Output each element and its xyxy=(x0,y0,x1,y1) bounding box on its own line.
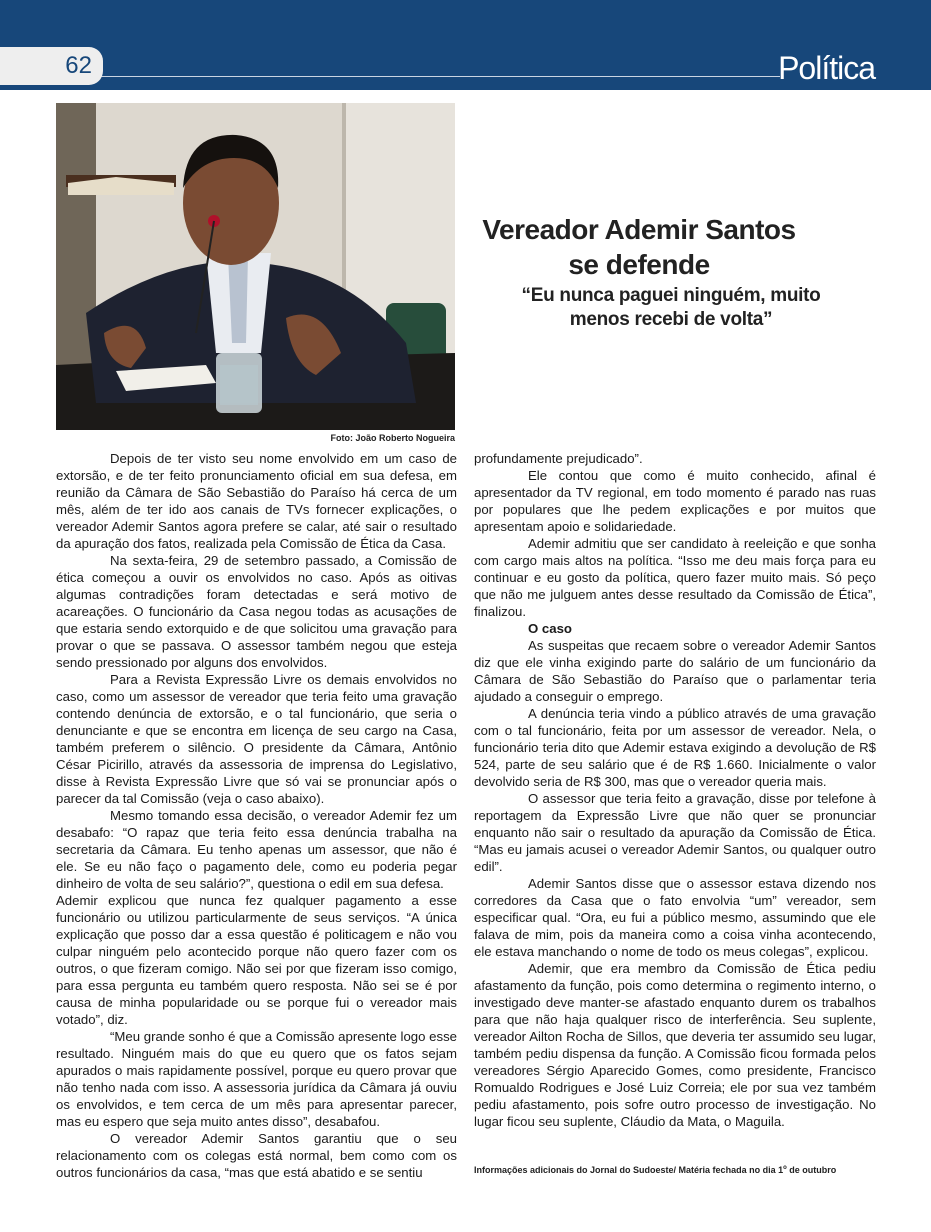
header-rule xyxy=(100,76,780,77)
headline-line-2: se defende xyxy=(568,249,710,280)
subhead-line-2: menos recebi de volta” xyxy=(569,309,773,330)
article-photo xyxy=(56,103,455,430)
paragraph: Ademir, que era membro da Comissão de Ética pediu afastamento da função, pois como determina o regimento interno, o investigado deve manter-se afastado enquanto durem os trabalhos para que não haja qualquer risco de interferência. Seu suplente, vereador Ailton Rocha de Sillos, que deveria ter assumido seu lugar, também pediu dispensa da função. A Comissão ficou formada pelos vereadores Sérgio Aparecido Gomes, como presidente, Francisco Romualdo Rodrigues e José Luiz Correia; ele por sua vez também pediu afastamento, pois sofre outro processo de investigação. No lugar ficou seu suplente, Cláudio da Mata, o Maguila. xyxy=(474,961,876,1129)
page-number: 62 xyxy=(65,52,92,79)
footer-note xyxy=(474,1165,836,1175)
paragraph: O assessor que teria feito a gravação, disse por telefone à reportagem da Expressão Livre que não quer se pronunciar enquanto não sair o resultado da apuração da Comissão de Ética. “Mas eu jamais acusei o vereador Ademir Santos, ou qualquer outro edil”. xyxy=(474,791,876,874)
footer-note-ordinal: o xyxy=(783,1165,787,1171)
paragraph: O vereador Ademir Santos garantiu que o seu relacionamento com os colegas está normal, bem como com os outros funcionários da casa, “mas que está abatido e se sentiu xyxy=(56,1131,457,1180)
paragraph: “Meu grande sonho é que a Comissão apresente logo esse resultado. Ninguém mais do que eu quero que os fatos sejam apurados o mais rapidamente possível, porque eu quero provar que não tenho nada com isso. A assessoria jurídica da Câmara já ouviu os envolvidos, e tem cerca de um mês para apresentar parecer, mas eu espero que seja muito antes disso”, desabafou. xyxy=(56,1029,457,1129)
paragraph: A denúncia teria vindo a público através de uma gravação com o tal funcionário, feita por um assessor de vereador. Nela, o funcionário teria dito que Ademir estava exigindo a devolução de R$ 524, parte de seu salário que é de R$ 1.660. Inicialmente o valor devolvido seria de R$ 300, mas que o vereador queria mais. xyxy=(474,706,876,789)
paragraph: Ademir admitiu que ser candidato à reeleição e que sonha com cargo mais altos na política. “Isso me deu mais força para eu continuar e eu gosto da política, quero fazer muito mais. Só peço que não me julguem antes desse resultado da Comissão de Ética”, finalizou. xyxy=(474,536,876,619)
paragraph: Para a Revista Expressão Livre os demais envolvidos no caso, como um assessor de vereador que teria feito uma gravação contendo denúncia de extorsão, e o tal funcionário, que seria o denunciante e que se encontra em licença de seu cargo na Casa, também preferem o silêncio. O presidente da Câmara, Antônio César Picirillo, através da assessoria de imprensa do Legislativo, disse à Revista Expressão Livre que só vai se pronunciar após o parecer da tal Comissão (veja o caso abaixo). xyxy=(56,672,457,806)
subhead-line-1: “Eu nunca paguei ninguém, muito xyxy=(521,285,821,306)
paragraph: Ademir Santos disse que o assessor estava dizendo nos corredores da Casa que o fato envolvia “um” vereador, sem especificar qual. “Ora, eu fui a público mesmo, assumindo que ele falava de mim, pois da maneira como a coisa vinha acontecendo, ele estava manchando o nome de todo os meus colegas”, explicou. xyxy=(474,876,876,959)
photo-credit: Foto: João Roberto Nogueira xyxy=(330,433,455,443)
paragraph: Ademir explicou que nunca fez qualquer pagamento a esse funcionário ou utilizou particularmente de seus serviços. “A única explicação que posso dar a essa questão é politicagem e não vou culpar ninguém pelo acontecido porque não quero fazer com os outros, o que fizeram comigo. Não sei por que fizeram isso comigo, para essa pergunta eu também quero resposta. Não sei se é por causa de minha popularidade ou se porque fui o vereador mais votado”, diz. xyxy=(56,893,457,1027)
article-column-left xyxy=(56,450,457,1181)
footer-note-text: Informações adicionais do Jornal do Sudoeste/ Matéria fechada no dia 1 xyxy=(474,1165,784,1175)
subheadline xyxy=(476,284,866,332)
headline xyxy=(476,212,802,282)
paragraph: Mesmo tomando essa decisão, o vereador Ademir fez um desabafo: “O rapaz que teria feito essa denúncia trabalha na secretaria da Câmara. Eu tenho apenas um assessor, que não é ele. Se eu não faço o pagamento dele, como eu poderia pegar dinheiro de volta de seu salário?”, questiona o edil em sua defesa. xyxy=(56,808,457,891)
paragraph: profundamente prejudicado”. xyxy=(474,451,643,466)
paragraph: Na sexta-feira, 29 de setembro passado, a Comissão de ética começou a ouvir os envolvidos no caso. Após as oitivas algumas contradições foram detectadas e será motivo de acareações. O funcionário da Casa negou todas as acusações de que estaria sendo extorquido e de que solicitou uma gravação para provar o que se passava. O assessor também negou que esteja sendo pressionado por alguns dos envolvidos. xyxy=(56,553,457,670)
footer-note-end: de outubro xyxy=(786,1165,837,1175)
section-title: Política xyxy=(778,50,875,86)
paragraph: Depois de ter visto seu nome envolvido em um caso de extorsão, e de ter feito pronunciamento oficial em sua defesa, em reunião da Câmara de São Sebastião do Paraíso há cerca de um mês, além de ter ido aos canais de TVs fornecer explicações, o vereador Ademir Santos agora prefere se calar, até sair o resultado da apuração dos fatos, realizada pela Comissão de Ética da Casa. xyxy=(56,451,457,551)
article-column-right xyxy=(474,450,876,1130)
case-heading: O caso xyxy=(528,621,572,636)
paragraph: Ele contou que como é muito conhecido, afinal é apresentador da TV regional, em todo momento é parado nas ruas por populares que lhe pedem explicações e por muitos que apresentam apoio e solidariedade. xyxy=(474,468,876,534)
paragraph: As suspeitas que recaem sobre o vereador Ademir Santos diz que ele vinha exigindo parte do salário de um funcionário da Câmara de São Sebastião do Paraíso que o parlamentar teria ajudado a conseguir o emprego. xyxy=(474,638,876,704)
headline-line-1: Vereador Ademir Santos xyxy=(482,214,796,245)
